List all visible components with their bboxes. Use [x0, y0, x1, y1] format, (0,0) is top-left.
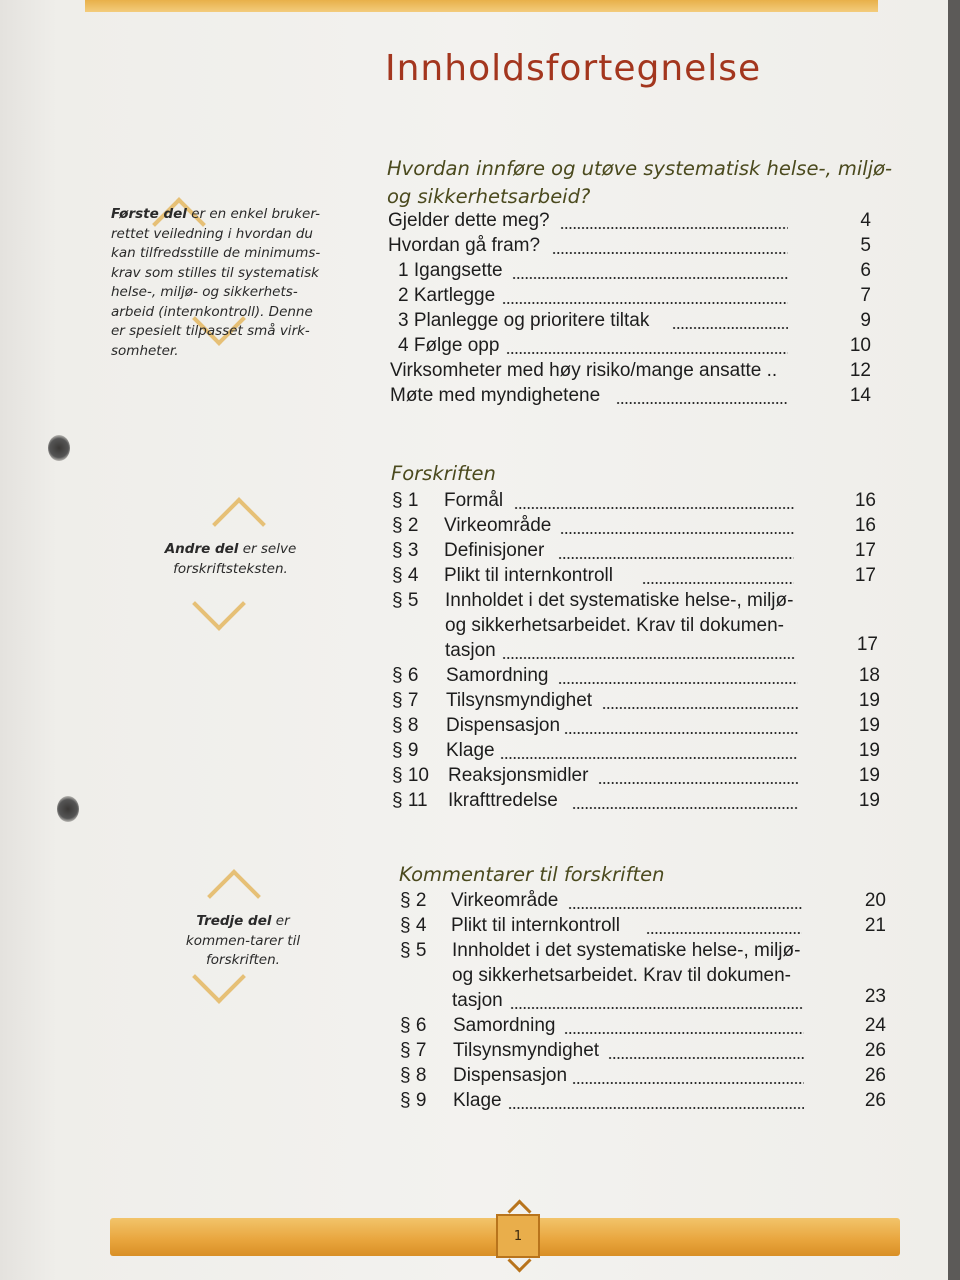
toc-page-number: 17 — [854, 540, 876, 561]
toc-entry[interactable] — [392, 538, 882, 563]
dot-leader — [502, 302, 788, 304]
toc-entry[interactable] — [392, 713, 882, 738]
toc-entry-text: 2 Kartlegge — [398, 285, 496, 306]
toc-entry-text-line: tasjon — [445, 640, 496, 661]
heading-line: og sikkerhetsarbeid? — [387, 185, 591, 208]
paragraph-number: § 2 — [400, 890, 427, 911]
side-note-third-part — [163, 912, 323, 971]
dot-leader — [502, 657, 796, 659]
paragraph-number: § 8 — [392, 715, 419, 736]
toc-entry-text: Tilsynsmyndighet — [446, 690, 593, 711]
page-title: Innholdsfortegnelse — [385, 48, 762, 89]
dot-leader — [552, 252, 788, 254]
toc-entry-text: Hvordan gå fram? — [388, 235, 541, 256]
side-note-bold: Andre del — [164, 541, 239, 557]
toc-entry[interactable] — [392, 588, 882, 663]
toc-page-number: 18 — [858, 665, 880, 686]
toc-entry-text: Definisjoner — [444, 540, 545, 561]
toc-entry-text: Formål — [444, 490, 504, 511]
section-heading-kommentarer: Kommentarer til forskriften — [399, 863, 665, 886]
dot-leader — [642, 582, 794, 584]
toc-entry-text: Samordning — [453, 1015, 556, 1036]
toc-entry-text: Samordning — [446, 665, 549, 686]
toc-entry[interactable] — [392, 513, 882, 538]
toc-entry-text: Klage — [453, 1090, 502, 1111]
page-number: 1 — [513, 1228, 523, 1244]
paragraph-number: § 10 — [392, 765, 429, 786]
dot-leader — [564, 732, 798, 734]
toc-page-number: 9 — [860, 310, 871, 331]
toc-page-number: 4 — [860, 210, 871, 231]
dot-leader — [616, 402, 788, 404]
toc-entry-text: Dispensasjon — [446, 715, 561, 736]
toc-entry-text: Reaksjonsmidler — [448, 765, 589, 786]
toc-page-number: 7 — [860, 285, 871, 306]
toc-entry-text: Tilsynsmyndighet — [453, 1040, 600, 1061]
toc-entry[interactable] — [388, 258, 878, 283]
toc-entry[interactable] — [400, 1088, 890, 1113]
toc-page-number: 19 — [858, 740, 880, 761]
dot-leader — [558, 682, 798, 684]
heading-line: Hvordan innføre og utøve systematisk helse-, miljø- — [387, 157, 893, 180]
toc-entry-text: Gjelder dette meg? — [388, 210, 550, 231]
toc-page-number: 5 — [860, 235, 871, 256]
dot-leader — [608, 1057, 804, 1059]
toc-entry[interactable] — [392, 763, 882, 788]
toc-entry[interactable] — [400, 1038, 890, 1063]
side-note-bold: Første del — [111, 206, 187, 222]
toc-page-number: 6 — [860, 260, 871, 281]
paragraph-number: § 3 — [392, 540, 419, 561]
toc-entry[interactable] — [388, 333, 878, 358]
toc-entry-text: Virkeområde — [444, 515, 552, 536]
paragraph-number: § 9 — [400, 1090, 427, 1111]
chevron-down-icon — [192, 577, 246, 631]
toc-page-number: 26 — [864, 1065, 886, 1086]
toc-entry-text-line: tasjon — [452, 990, 503, 1011]
toc-section-forskriften — [392, 488, 882, 813]
toc-page-number: 14 — [849, 385, 871, 406]
paragraph-number: § 9 — [392, 740, 419, 761]
toc-entry-text-line: og sikkerhetsarbeidet. Krav til dokumen- — [445, 615, 784, 636]
paragraph-number: § 6 — [392, 665, 419, 686]
toc-entry[interactable] — [388, 308, 878, 333]
toc-page-number: 24 — [864, 1015, 886, 1036]
dot-leader — [646, 932, 802, 934]
side-note-bold: Tredje del — [196, 913, 272, 929]
toc-entry-text: Plikt til internkontroll — [444, 565, 613, 586]
toc-page-number: 21 — [864, 915, 886, 936]
toc-page-number: 26 — [864, 1090, 886, 1111]
dot-leader — [560, 227, 788, 229]
toc-page-number: 19 — [858, 715, 880, 736]
side-note-text: er selve forskriftsteksten. — [173, 541, 297, 577]
toc-page-number: 16 — [854, 515, 876, 536]
toc-entry[interactable] — [400, 1013, 890, 1038]
paragraph-number: § 7 — [392, 690, 419, 711]
toc-entry-text: Plikt til internkontroll — [451, 915, 620, 936]
toc-entry[interactable] — [400, 888, 890, 913]
toc-page-number: 12 — [849, 360, 871, 381]
paragraph-number: § 2 — [392, 515, 419, 536]
toc-entry-text: 1 Igangsette — [398, 260, 503, 281]
toc-page-number: 26 — [864, 1040, 886, 1061]
toc-entry[interactable] — [392, 563, 882, 588]
toc-page-number: 23 — [864, 986, 886, 1007]
dot-leader — [564, 1032, 804, 1034]
toc-page-number: 19 — [858, 690, 880, 711]
toc-entry[interactable] — [400, 938, 890, 1013]
toc-section-kommentarer — [400, 888, 890, 1113]
toc-entry[interactable] — [400, 913, 890, 938]
dot-leader — [598, 782, 798, 784]
dot-leader — [560, 532, 794, 534]
toc-entry-text-line: Innholdet i det systematiske helse-, miljø- — [452, 940, 801, 961]
toc-page-number: 19 — [858, 790, 880, 811]
toc-entry[interactable] — [392, 738, 882, 763]
paragraph-number: § 1 — [392, 490, 419, 511]
toc-entry[interactable] — [400, 1063, 890, 1088]
paragraph-number: § 4 — [400, 915, 427, 936]
side-note-second-part — [163, 540, 298, 579]
side-note-text: er kommen-tarer til forskriften. — [185, 913, 301, 968]
toc-entry-text: Virksomheter med høy risiko/mange ansatte .. — [390, 360, 778, 381]
paragraph-number: § 5 — [392, 590, 419, 611]
punch-hole — [57, 796, 79, 822]
toc-page-number: 17 — [854, 565, 876, 586]
top-decorative-band — [85, 0, 878, 12]
toc-entry[interactable] — [388, 283, 878, 308]
toc-entry-text: Klage — [446, 740, 495, 761]
toc-entry[interactable] — [388, 358, 878, 383]
toc-entry[interactable] — [392, 663, 882, 688]
dot-leader — [672, 327, 788, 329]
toc-entry[interactable] — [388, 383, 878, 408]
toc-entry[interactable] — [392, 488, 882, 513]
toc-page-number: 16 — [854, 490, 876, 511]
section-heading-forskriften: Forskriften — [391, 462, 496, 485]
dot-leader — [508, 1107, 804, 1109]
dot-leader — [572, 807, 798, 809]
dot-leader — [514, 507, 794, 509]
toc-entry-text: 3 Planlegge og prioritere tiltak — [398, 310, 650, 331]
dot-leader — [602, 707, 798, 709]
side-note-text: er en enkel bruker-rettet veiledning i hvordan du kan tilfredsstille de minimums-krav som stilles til systematisk helse-, miljø- og sikkerhets-arbeid (internkontroll). Denne er spesielt tilpasset små virk-somheter. — [111, 206, 321, 359]
toc-entry[interactable] — [392, 788, 882, 813]
dot-leader — [506, 352, 788, 354]
toc-section-hms — [388, 208, 878, 408]
toc-entry-text: 4 Følge opp — [398, 335, 500, 356]
toc-entry[interactable] — [388, 208, 878, 233]
toc-page-number: 10 — [849, 335, 871, 356]
toc-entry-text: Dispensasjon — [453, 1065, 568, 1086]
toc-page-number: 17 — [856, 634, 878, 655]
dot-leader — [568, 907, 802, 909]
punch-hole — [48, 435, 70, 461]
dot-leader — [500, 757, 798, 759]
toc-entry-text: Møte med myndighetene — [390, 385, 601, 406]
dot-leader — [558, 557, 794, 559]
paragraph-number: § 11 — [392, 790, 428, 811]
toc-entry-text-line: og sikkerhetsarbeidet. Krav til dokumen- — [452, 965, 791, 986]
toc-entry[interactable] — [388, 233, 878, 258]
section-heading-hms — [387, 155, 907, 211]
paragraph-number: § 5 — [400, 940, 427, 961]
paragraph-number: § 7 — [400, 1040, 427, 1061]
toc-entry-text: Virkeområde — [451, 890, 559, 911]
side-note-first-part — [111, 205, 326, 361]
dot-leader — [510, 1007, 804, 1009]
paragraph-number: § 4 — [392, 565, 419, 586]
paragraph-number: § 8 — [400, 1065, 427, 1086]
toc-page-number: 19 — [858, 765, 880, 786]
toc-entry-text: Ikrafttredelse — [448, 790, 558, 811]
toc-entry-text-line: Innholdet i det systematiske helse-, miljø- — [445, 590, 794, 611]
dot-leader — [512, 277, 788, 279]
toc-entry[interactable] — [392, 688, 882, 713]
paragraph-number: § 6 — [400, 1015, 427, 1036]
toc-page-number: 20 — [864, 890, 886, 911]
dot-leader — [572, 1082, 804, 1084]
